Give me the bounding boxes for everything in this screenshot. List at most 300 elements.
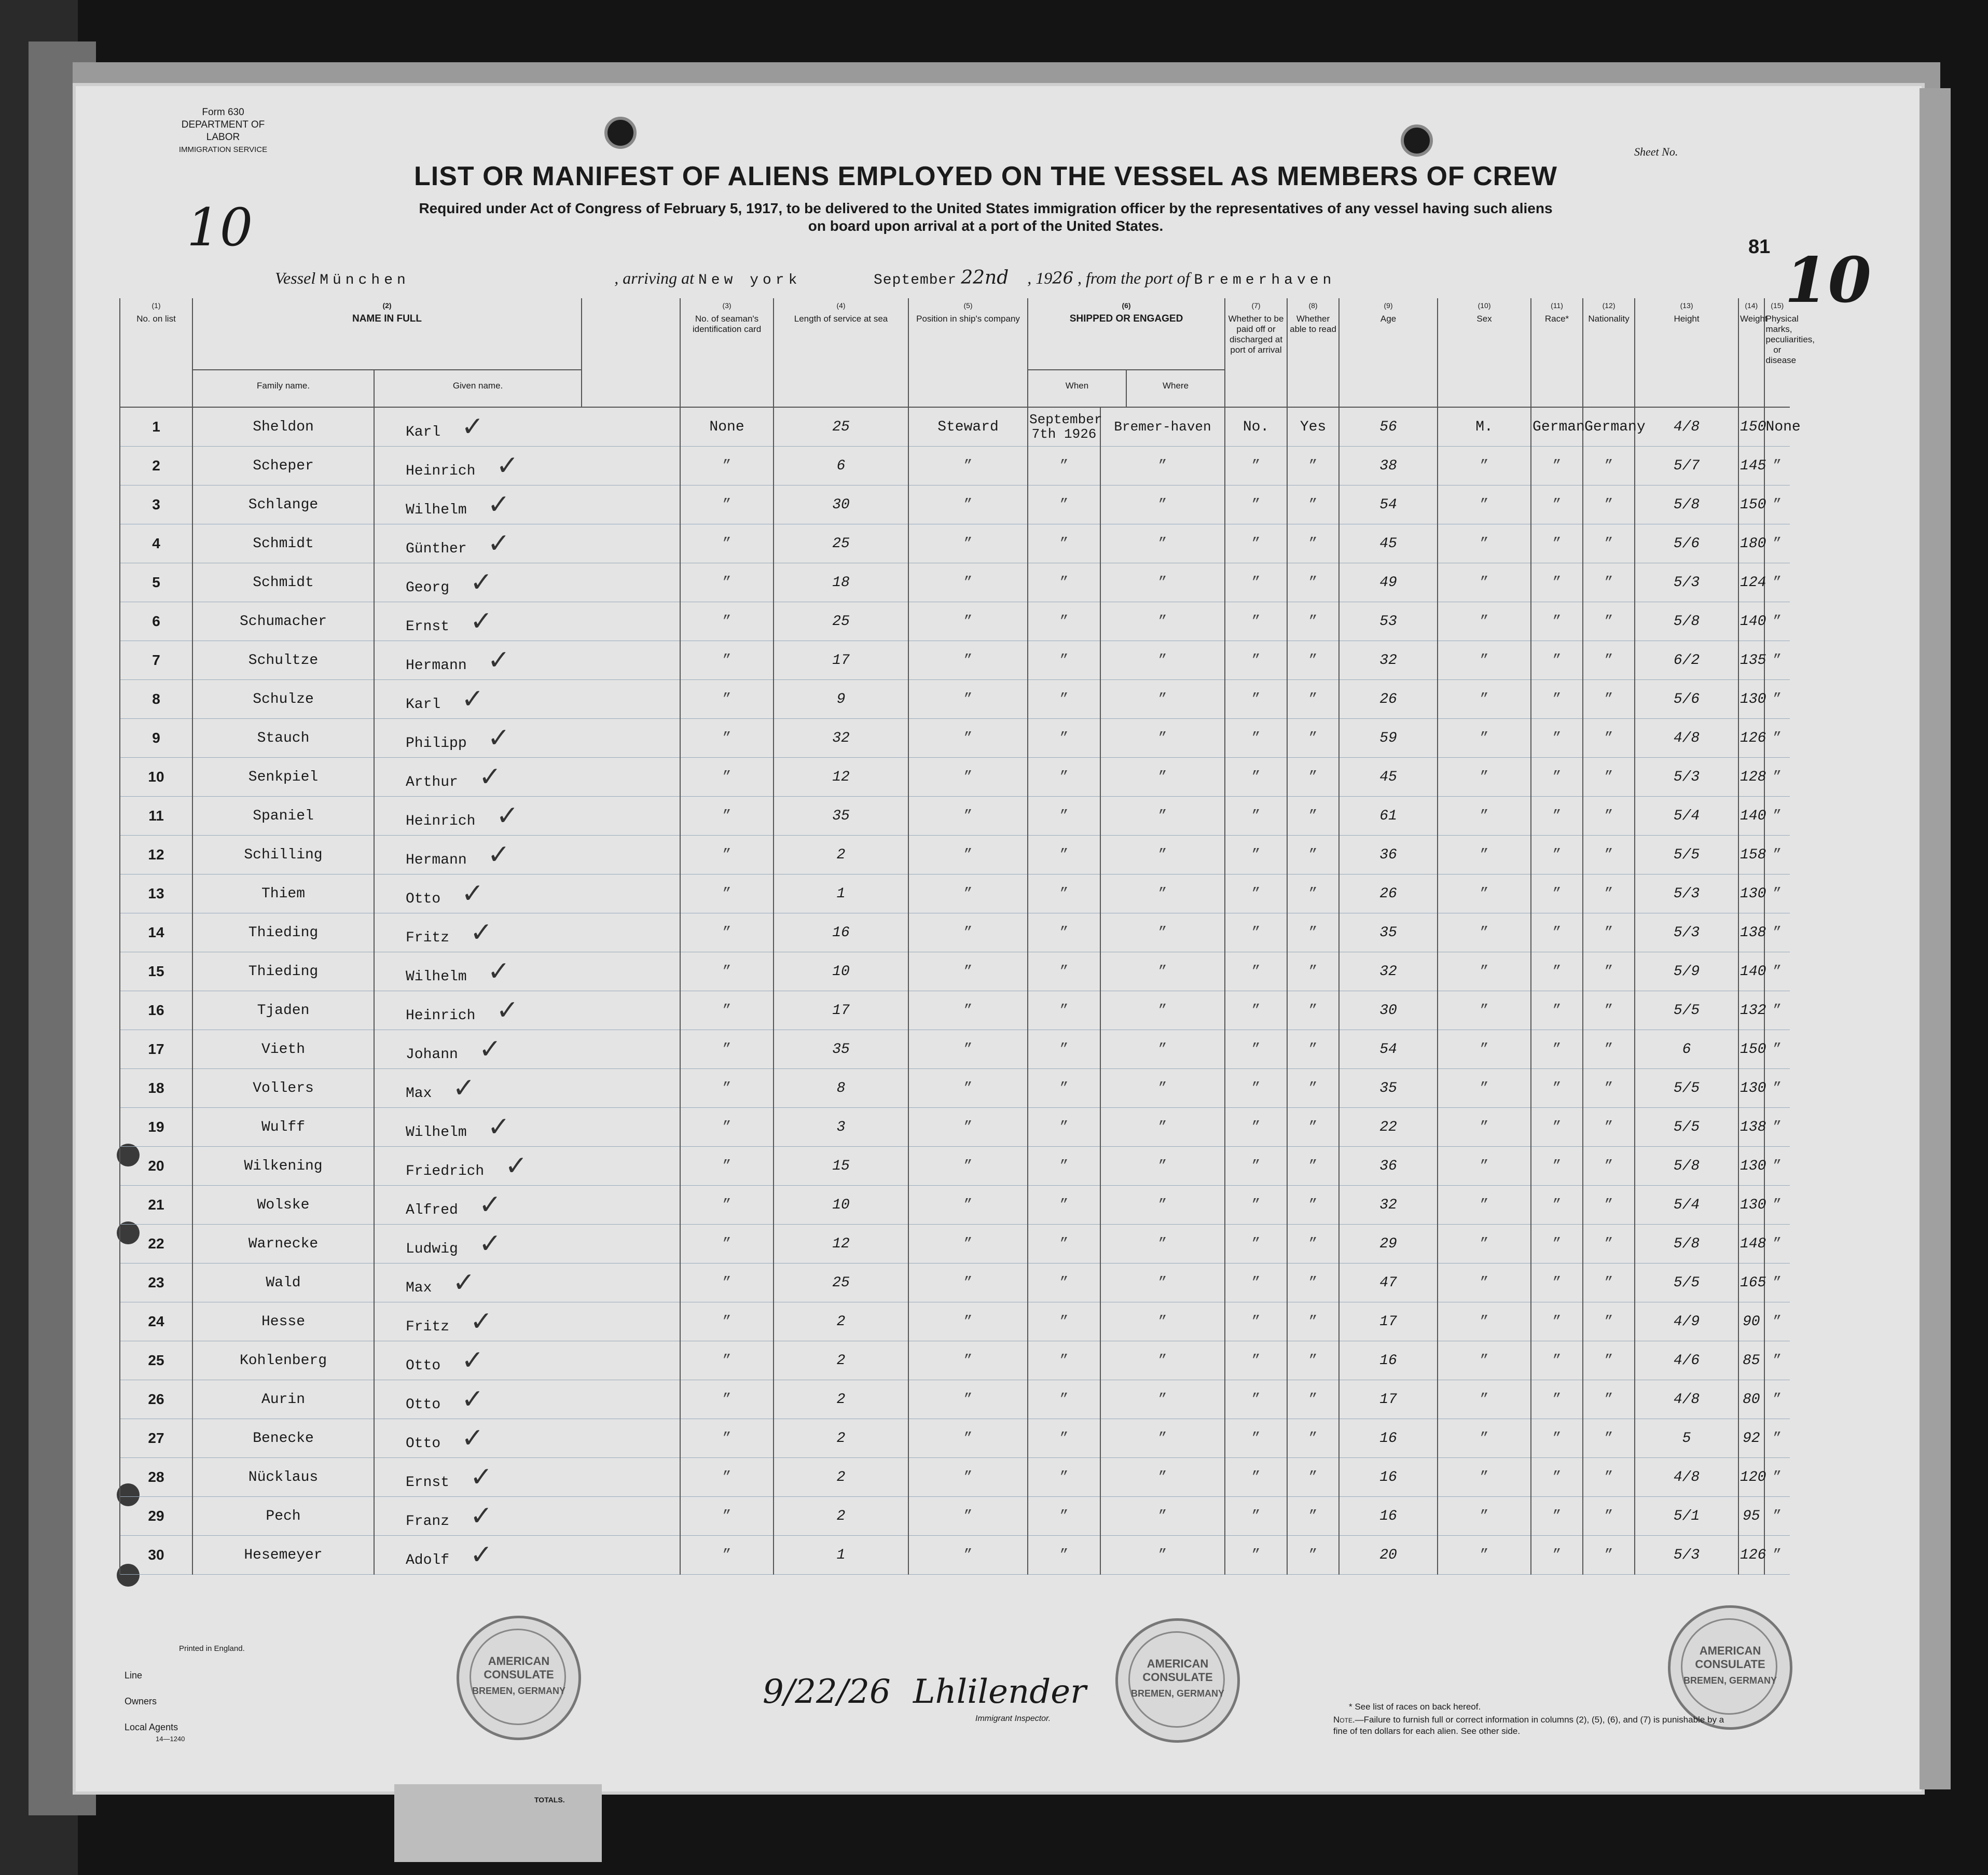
position	[908, 563, 1028, 602]
family-name	[192, 1108, 374, 1147]
age	[1339, 1108, 1438, 1147]
paid-off	[1225, 797, 1287, 836]
shipped-when	[1028, 641, 1100, 680]
service-years-value: 30	[832, 496, 850, 513]
paid-off	[1225, 836, 1287, 874]
position	[908, 874, 1028, 913]
shipped-when	[1028, 874, 1100, 913]
able-to-read-value: Yes	[1300, 419, 1327, 435]
paid-off	[1225, 991, 1287, 1030]
age	[1339, 641, 1438, 680]
family-name	[192, 952, 374, 991]
sex	[1438, 407, 1531, 447]
checkmark-icon: ✓	[487, 528, 510, 559]
ditto-mark: ”	[1552, 1119, 1562, 1135]
row-number-value: 3	[152, 496, 160, 512]
height-value: 4/6	[1673, 1352, 1700, 1369]
height-value: 5/5	[1673, 1080, 1700, 1096]
id-card-number	[680, 1225, 774, 1263]
fine-note: Note.—Failure to furnish full or correct information in columns (2), (5), (6), and (7) is punishable by a fine of ten dollars for each alien. See other side.	[1333, 1715, 1724, 1736]
ditto-mark: ”	[1308, 1002, 1318, 1019]
age	[1339, 1341, 1438, 1380]
ditto-mark: ”	[1059, 613, 1069, 630]
agents-code: 14—1240	[156, 1735, 185, 1743]
able-to-read	[1287, 1497, 1339, 1536]
age	[1339, 1186, 1438, 1225]
shipped-when	[1028, 1302, 1100, 1341]
ditto-mark: ”	[1604, 1197, 1613, 1213]
ditto-mark: ”	[1308, 924, 1318, 941]
ditto-mark: ”	[1773, 1352, 1782, 1369]
col-id-card-header: (3) No. of seaman's identification card	[680, 298, 774, 407]
race	[1531, 407, 1583, 447]
height-value: 4/8	[1673, 419, 1700, 435]
position	[908, 447, 1028, 485]
position	[908, 1341, 1028, 1380]
weight-value: 138	[1740, 1119, 1766, 1135]
ditto-mark: ”	[1158, 1469, 1167, 1485]
age-value: 30	[1379, 1002, 1397, 1019]
age	[1339, 1263, 1438, 1302]
age	[1339, 1536, 1438, 1575]
shipped-where	[1100, 1341, 1225, 1380]
height-value: 5/6	[1673, 535, 1700, 552]
sex	[1438, 836, 1531, 874]
height-value: 5/5	[1673, 1274, 1700, 1291]
position	[908, 485, 1028, 524]
age	[1339, 447, 1438, 485]
id-card-number	[680, 1147, 774, 1186]
checkmark-icon: ✓	[496, 450, 519, 481]
weight	[1738, 1419, 1764, 1458]
ditto-mark: ”	[1158, 1313, 1167, 1330]
shipped-when	[1028, 447, 1100, 485]
ditto-mark: ”	[963, 808, 973, 824]
paid-off	[1225, 1419, 1287, 1458]
race	[1531, 680, 1583, 719]
paid-off	[1225, 680, 1287, 719]
weight	[1738, 407, 1764, 447]
given-name	[374, 447, 680, 485]
height	[1635, 1341, 1738, 1380]
age-value: 16	[1379, 1469, 1397, 1485]
family-name-value: Vollers	[253, 1080, 314, 1096]
shipped-where	[1100, 641, 1225, 680]
ditto-mark: ”	[722, 496, 731, 513]
ditto-mark: ”	[722, 1235, 731, 1252]
ditto-mark: ”	[1552, 1041, 1562, 1058]
ditto-mark: ”	[963, 652, 973, 669]
nationality	[1583, 563, 1635, 602]
col-position-header: (5) Position in ship's company	[908, 298, 1028, 407]
given-name-value: Wilhelm	[406, 1124, 467, 1141]
ditto-mark: ”	[1308, 1469, 1318, 1485]
given-name-value: Otto	[406, 1397, 441, 1413]
physical-marks	[1764, 719, 1790, 758]
checkmark-icon: ✓	[461, 1423, 484, 1454]
id-card-number	[680, 1497, 774, 1536]
shipped-when	[1028, 1497, 1100, 1536]
checkmark-icon: ✓	[461, 878, 484, 909]
sex	[1438, 524, 1531, 563]
weight-value: 130	[1740, 1197, 1766, 1213]
checkmark-icon: ✓	[470, 1462, 493, 1493]
family-name	[192, 1225, 374, 1263]
physical-marks	[1764, 952, 1790, 991]
ditto-mark: ”	[1552, 1469, 1562, 1485]
weight-value: 140	[1740, 963, 1766, 980]
ditto-mark: ”	[1552, 924, 1562, 941]
position	[908, 719, 1028, 758]
weight	[1738, 836, 1764, 874]
shipped-where	[1100, 952, 1225, 991]
ditto-mark: ”	[1552, 496, 1562, 513]
ditto-mark: ”	[1308, 885, 1318, 902]
ditto-mark: ”	[1604, 652, 1613, 669]
physical-marks	[1764, 758, 1790, 797]
id-card-number	[680, 447, 774, 485]
age	[1339, 1419, 1438, 1458]
ditto-mark: ”	[1251, 1002, 1261, 1019]
race	[1531, 447, 1583, 485]
nationality	[1583, 1302, 1635, 1341]
weight	[1738, 1458, 1764, 1497]
ditto-mark: ”	[1480, 1508, 1489, 1524]
service-years	[774, 602, 908, 641]
ditto-mark: ”	[1552, 535, 1562, 552]
shipped-where	[1100, 680, 1225, 719]
ditto-mark: ”	[1251, 1391, 1261, 1408]
table-row	[120, 1069, 1790, 1108]
ditto-mark: ”	[1552, 1508, 1562, 1524]
paid-off	[1225, 1030, 1287, 1069]
ditto-mark: ”	[1604, 1119, 1613, 1135]
paid-off	[1225, 407, 1287, 447]
service-years	[774, 1458, 908, 1497]
service-years-value: 10	[832, 1197, 850, 1213]
age-value: 17	[1379, 1313, 1397, 1330]
crew-manifest-table	[119, 298, 1815, 1575]
height-value: 4/9	[1673, 1313, 1700, 1330]
ditto-mark: ”	[1552, 730, 1562, 746]
arrival-month: September	[873, 272, 957, 288]
sex	[1438, 680, 1531, 719]
id-card-number-value: None	[709, 419, 744, 435]
weight	[1738, 563, 1764, 602]
service-years	[774, 874, 908, 913]
table-row	[120, 758, 1790, 797]
service-years	[774, 1380, 908, 1419]
physical-marks	[1764, 1302, 1790, 1341]
ditto-mark: ”	[722, 535, 731, 552]
id-card-number	[680, 1419, 774, 1458]
nationality	[1583, 602, 1635, 641]
ditto-mark: ”	[1158, 846, 1167, 863]
height-value: 5/9	[1673, 963, 1700, 980]
id-card-number	[680, 485, 774, 524]
sex	[1438, 758, 1531, 797]
table-row	[120, 797, 1790, 836]
service-years	[774, 485, 908, 524]
printed-note: Printed in England.	[179, 1644, 245, 1653]
id-card-number	[680, 991, 774, 1030]
physical-marks	[1764, 874, 1790, 913]
age-value: 32	[1379, 963, 1397, 980]
ditto-mark: ”	[1480, 846, 1489, 863]
service-years	[774, 1419, 908, 1458]
height-value: 4/8	[1673, 1391, 1700, 1408]
service-years-value: 2	[836, 846, 846, 863]
able-to-read	[1287, 719, 1339, 758]
given-name	[374, 1263, 680, 1302]
ditto-mark: ”	[1158, 574, 1167, 591]
shipped-where	[1100, 1380, 1225, 1419]
age	[1339, 952, 1438, 991]
height	[1635, 1380, 1738, 1419]
form-subtitle	[291, 200, 1681, 235]
position	[908, 913, 1028, 952]
ditto-mark: ”	[722, 769, 731, 785]
ditto-mark: ”	[1480, 1469, 1489, 1485]
ditto-mark: ”	[1480, 1041, 1489, 1058]
ditto-mark: ”	[1604, 1274, 1613, 1291]
race	[1531, 836, 1583, 874]
ditto-mark: ”	[1480, 1430, 1489, 1447]
paid-off	[1225, 1536, 1287, 1575]
race	[1531, 758, 1583, 797]
row-number	[120, 1341, 192, 1380]
nationality	[1583, 1186, 1635, 1225]
physical-marks	[1764, 1458, 1790, 1497]
form-number: Form 630	[202, 107, 244, 118]
service-years-value: 35	[832, 1041, 850, 1058]
ditto-mark: ”	[722, 1041, 731, 1058]
ditto-mark: ”	[1552, 963, 1562, 980]
row-number	[120, 1380, 192, 1419]
position	[908, 1186, 1028, 1225]
race	[1531, 719, 1583, 758]
given-name	[374, 1536, 680, 1575]
col-marks-header: (15) Physical marks, peculiarities, or disease	[1764, 298, 1790, 407]
nationality	[1583, 1069, 1635, 1108]
ditto-mark: ”	[963, 496, 973, 513]
shipped-when	[1028, 1186, 1100, 1225]
ditto-mark: ”	[1251, 846, 1261, 863]
given-name	[374, 1380, 680, 1419]
race	[1531, 913, 1583, 952]
service-years-value: 35	[832, 808, 850, 824]
age-value: 16	[1379, 1508, 1397, 1524]
position	[908, 680, 1028, 719]
row-number-value: 9	[152, 730, 160, 746]
paid-off	[1225, 447, 1287, 485]
shipped-when	[1028, 1380, 1100, 1419]
weight-value: 126	[1740, 1547, 1766, 1563]
ditto-mark: ”	[1552, 457, 1562, 474]
age-value: 45	[1379, 769, 1397, 785]
service-years-value: 15	[832, 1158, 850, 1174]
race	[1531, 991, 1583, 1030]
sex	[1438, 485, 1531, 524]
able-to-read	[1287, 1458, 1339, 1497]
age	[1339, 485, 1438, 524]
race	[1531, 797, 1583, 836]
weight-value: 140	[1740, 808, 1766, 824]
ditto-mark: ”	[1308, 457, 1318, 474]
weight	[1738, 602, 1764, 641]
col-family-name-header: Family name.	[257, 381, 310, 391]
weight	[1738, 758, 1764, 797]
ditto-mark: ”	[1059, 730, 1069, 746]
age-value: 26	[1379, 885, 1397, 902]
weight-value: 92	[1742, 1430, 1760, 1447]
service-years	[774, 524, 908, 563]
row-number-value: 13	[148, 885, 164, 901]
given-name	[374, 913, 680, 952]
ditto-mark: ”	[1773, 1119, 1782, 1135]
manifest-body	[120, 407, 1801, 1575]
race	[1531, 874, 1583, 913]
totals-label: TOTALS.	[534, 1796, 565, 1804]
service-years-value: 12	[832, 769, 850, 785]
ditto-mark: ”	[1773, 613, 1782, 630]
age-value: 47	[1379, 1274, 1397, 1291]
family-name-value: Thieding	[248, 924, 319, 941]
weight	[1738, 1263, 1764, 1302]
given-name-value: Otto	[406, 1436, 441, 1452]
ditto-mark: ”	[1773, 846, 1782, 863]
ditto-mark: ”	[1773, 574, 1782, 591]
age	[1339, 719, 1438, 758]
given-name	[374, 797, 680, 836]
family-name	[192, 1147, 374, 1186]
height	[1635, 641, 1738, 680]
weight	[1738, 1147, 1764, 1186]
checkmark-icon: ✓	[452, 1267, 475, 1298]
nationality	[1583, 1497, 1635, 1536]
table-row	[120, 991, 1790, 1030]
ditto-mark: ”	[1552, 1002, 1562, 1019]
departure-port: Bremerhaven	[1194, 272, 1336, 288]
row-number-value: 11	[148, 808, 164, 824]
nationality	[1583, 1536, 1635, 1575]
table-row	[120, 874, 1790, 913]
family-name-value: Schlange	[248, 496, 319, 513]
row-number	[120, 1147, 192, 1186]
given-name	[374, 874, 680, 913]
id-card-number	[680, 758, 774, 797]
ditto-mark: ”	[1251, 1469, 1261, 1485]
family-name	[192, 485, 374, 524]
ditto-mark: ”	[1251, 1158, 1261, 1174]
given-name	[374, 1419, 680, 1458]
weight	[1738, 1069, 1764, 1108]
table-row	[120, 913, 1790, 952]
family-name	[192, 680, 374, 719]
height	[1635, 1263, 1738, 1302]
family-name	[192, 836, 374, 874]
given-name-value: Ernst	[406, 619, 450, 635]
id-card-number	[680, 1069, 774, 1108]
sheet-label: Sheet No.	[1634, 145, 1678, 158]
ditto-mark: ”	[1604, 769, 1613, 785]
handwritten-number-right: 10	[1785, 244, 1871, 317]
service-years	[774, 758, 908, 797]
height	[1635, 524, 1738, 563]
height-value: 5/8	[1673, 613, 1700, 630]
ditto-mark: ”	[1773, 1313, 1782, 1330]
ditto-mark: ”	[1308, 535, 1318, 552]
ditto-mark: ”	[1552, 1197, 1562, 1213]
row-number	[120, 719, 192, 758]
ditto-mark: ”	[963, 769, 973, 785]
family-name-value: Schumacher	[239, 613, 327, 630]
physical-marks	[1764, 485, 1790, 524]
col-paid-off-header: (7) Whether to be paid off or discharged at port of arrival	[1225, 298, 1287, 407]
shipped-where	[1100, 1263, 1225, 1302]
paid-off	[1225, 1186, 1287, 1225]
height-value: 6/2	[1673, 652, 1700, 669]
ditto-mark: ”	[1480, 652, 1489, 669]
ditto-mark: ”	[1059, 574, 1069, 591]
ditto-mark: ”	[1251, 613, 1261, 630]
able-to-read	[1287, 1263, 1339, 1302]
ditto-mark: ”	[963, 535, 973, 552]
service-years-value: 25	[832, 535, 850, 552]
shipped-where	[1100, 485, 1225, 524]
service-years-value: 1	[836, 1547, 846, 1563]
checkmark-icon: ✓	[487, 839, 510, 870]
ditto-mark: ”	[1059, 963, 1069, 980]
able-to-read	[1287, 1186, 1339, 1225]
sex	[1438, 1380, 1531, 1419]
row-number	[120, 991, 192, 1030]
age	[1339, 1497, 1438, 1536]
physical-marks	[1764, 836, 1790, 874]
nationality	[1583, 1263, 1635, 1302]
given-name-value: Adolf	[406, 1552, 450, 1568]
family-name-value: Wolske	[257, 1197, 310, 1213]
physical-marks	[1764, 524, 1790, 563]
height	[1635, 485, 1738, 524]
weight-value: 150	[1740, 496, 1766, 513]
family-name	[192, 797, 374, 836]
shipped-when	[1028, 913, 1100, 952]
paid-off	[1225, 758, 1287, 797]
race-note: * See list of races on back hereof.	[1349, 1702, 1481, 1712]
service-years	[774, 1108, 908, 1147]
ditto-mark: ”	[1251, 769, 1261, 785]
nationality	[1583, 1341, 1635, 1380]
ditto-mark: ”	[1773, 1508, 1782, 1524]
nationality	[1583, 913, 1635, 952]
race	[1531, 641, 1583, 680]
weight-value: 128	[1740, 769, 1766, 785]
physical-marks	[1764, 797, 1790, 836]
ditto-mark: ”	[963, 613, 973, 630]
race	[1531, 1030, 1583, 1069]
checkmark-icon: ✓	[487, 489, 510, 520]
age	[1339, 524, 1438, 563]
col-weight-header: (14) Weight	[1738, 298, 1764, 407]
height-value: 5/1	[1673, 1508, 1700, 1524]
nationality-value: Germany	[1584, 419, 1646, 435]
form-info	[166, 106, 280, 156]
row-number-value: 10	[148, 769, 164, 785]
ditto-mark: ”	[1552, 1430, 1562, 1447]
ditto-mark: ”	[1059, 1080, 1069, 1096]
paid-off	[1225, 1263, 1287, 1302]
